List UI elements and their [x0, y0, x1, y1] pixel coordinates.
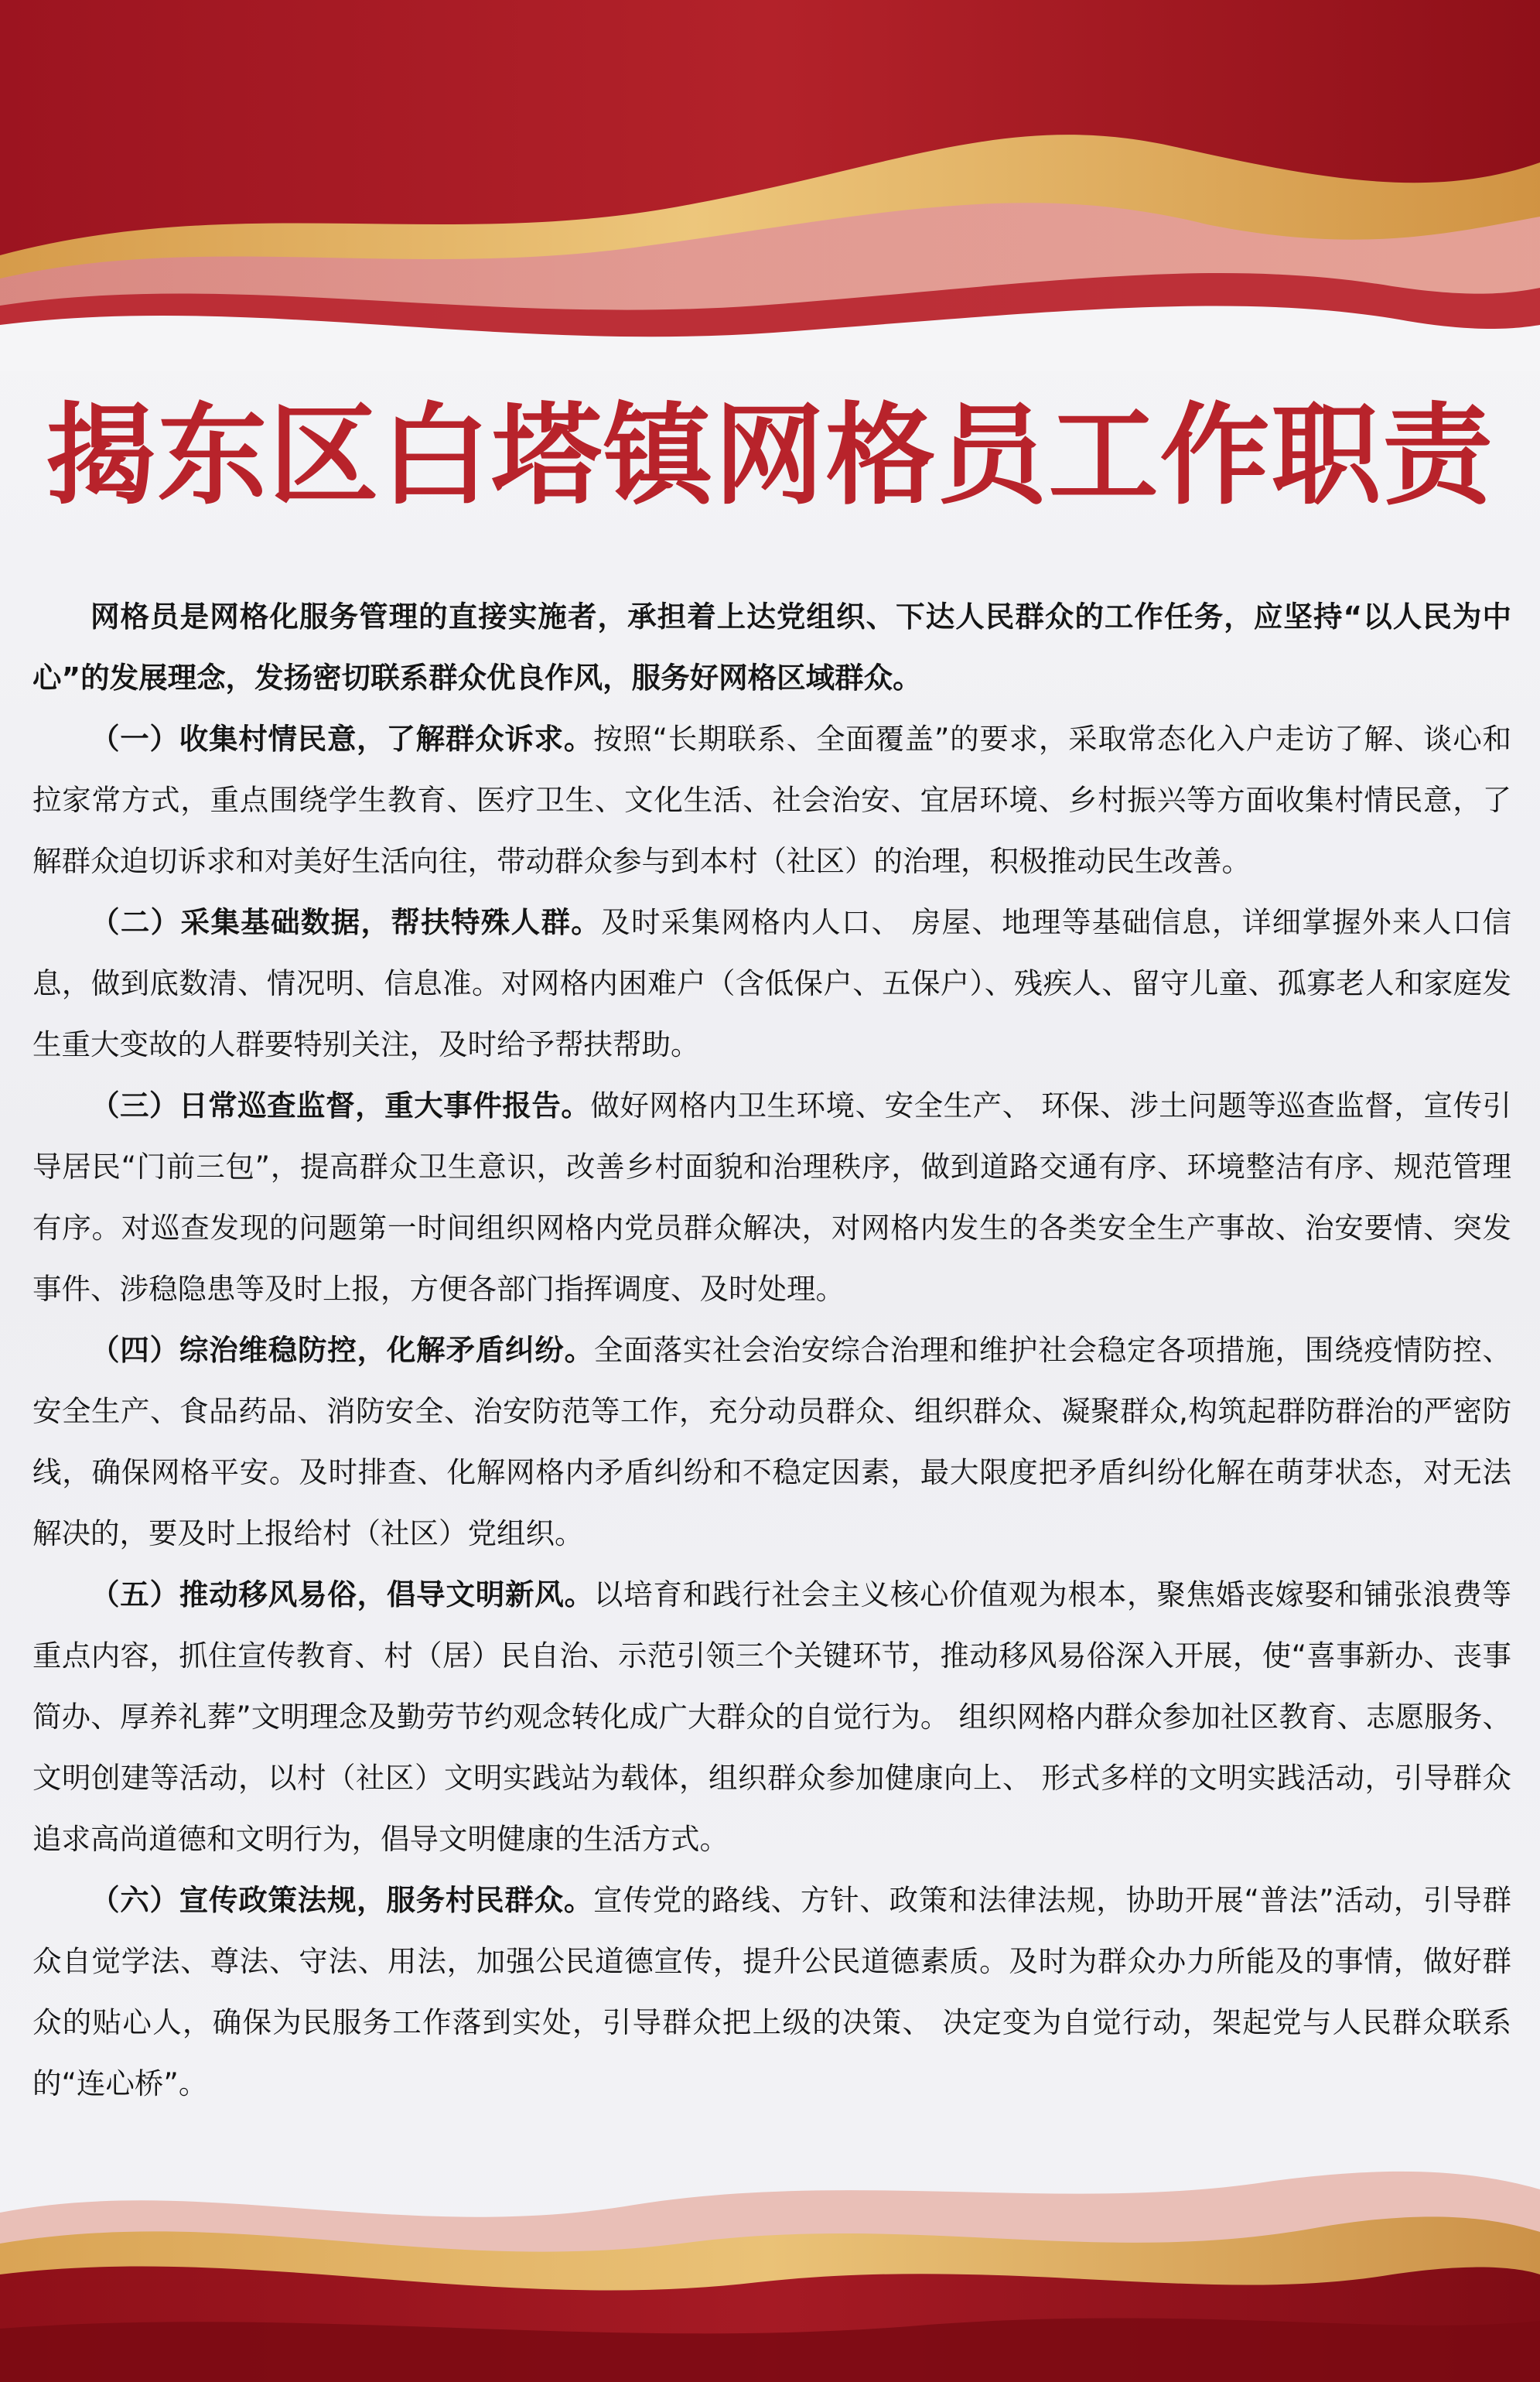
section-body: 按照“长期联系、全面覆盖”的要求，采取常态化入户走访了解、谈心和拉家常方式，重点围绕学生教育、医疗卫生、文化生活、社会治安、宜居环境、乡村振兴等方面收集村情民意，了解群众迫切诉求和对美好生活向往，带动群众参与到本村（社区）的治理，积极推动民生改善。	[32, 722, 1511, 878]
page-title: 揭东区白塔镇网格员工作职责	[46, 392, 1494, 520]
section-heading: （四）综治维稳防控，化解矛盾纠纷。	[90, 1333, 594, 1367]
intro-paragraph: 网格员是网格化服务管理的直接实施者，承担着上达党组织、下达人民群众的工作任务，应坚持“以人民为中心”的发展理念，发扬密切联系群众优良作风，服务好网格区域群众。	[32, 600, 1511, 695]
section-2	[32, 892, 1511, 1075]
section-heading: （一）收集村情民意，了解群众诉求。	[90, 722, 594, 756]
section-body: 宣传党的路线、方针、政策和法律法规，协助开展“普法”活动，引导群众自觉学法、尊法、守法、用法，加强公民道德宣传，提升公民道德素质。及时为群众办力所能及的事情，做好群众的贴心人，确保为民服务工作落到实处，引导群众把上级的决策、 决定变为自觉行动，架起党与人民群众联系的“连心桥”。	[32, 1883, 1511, 2100]
section-1	[32, 709, 1511, 892]
section-4	[32, 1320, 1511, 1564]
section-heading: （三）日常巡查监督，重大事件报告。	[90, 1088, 591, 1123]
bottom-wave-banner	[0, 2158, 1540, 2382]
section-5	[32, 1564, 1511, 1870]
section-heading: （二）采集基础数据，帮扶特殊人群。	[90, 905, 602, 939]
section-heading: （六）宣传政策法规，服务村民群众。	[90, 1883, 594, 1917]
section-body: 及时采集网格内人口、 房屋、地理等基础信息，详细掌握外来人口信息，做到底数清、情况明、信息准。对网格内困难户（含低保户、五保户）、残疾人、留守儿童、孤寡老人和家庭发生重大变故的人群要特别关注，及时给予帮扶帮助。	[32, 905, 1512, 1061]
top-wave-banner	[0, 0, 1540, 371]
section-3	[32, 1075, 1511, 1320]
content-body	[32, 586, 1511, 2114]
section-body: 做好网格内卫生环境、安全生产、 环保、涉土问题等巡查监督，宣传引导居民“门前三包”，提高群众卫生意识，改善乡村面貌和治理秩序，做到道路交通有序、环境整洁有序、规范管理有序。对巡查发现的问题第一时间组织网格内党员群众解决，对网格内发生的各类安全生产事故、治安要情、突发事件、涉稳隐患等及时上报，方便各部门指挥调度、及时处理。	[32, 1088, 1512, 1306]
section-heading: （五）推动移风易俗，倡导文明新风。	[90, 1577, 594, 1611]
section-6	[32, 1870, 1511, 2114]
section-body: 全面落实社会治安综合治理和维护社会稳定各项措施，围绕疫情防控、安全生产、食品药品、消防安全、治安防范等工作，充分动员群众、组织群众、凝聚群众,构筑起群防群治的严密防线，确保网格平安。及时排查、化解网格内矛盾纠纷和不稳定因素，最大限度把矛盾纠纷化解在萌芽状态，对无法解决的，要及时上报给村（社区）党组织。	[32, 1333, 1512, 1550]
section-body: 以培育和践行社会主义核心价值观为根本，聚焦婚丧嫁娶和铺张浪费等重点内容，抓住宣传教育、村（居）民自治、示范引领三个关键环节，推动移风易俗深入开展，使“喜事新办、丧事简办、厚养礼葬”文明理念及勤劳节约观念转化成广大群众的自觉行为。 组织网格内群众参加社区教育、志愿服务、文明创建等活动，以村（社区）文明实践站为载体，组织群众参加健康向上、 形式多样的文明实践活动，引导群众追求高尚道德和文明行为，倡导文明健康的生活方式。	[32, 1577, 1512, 1856]
